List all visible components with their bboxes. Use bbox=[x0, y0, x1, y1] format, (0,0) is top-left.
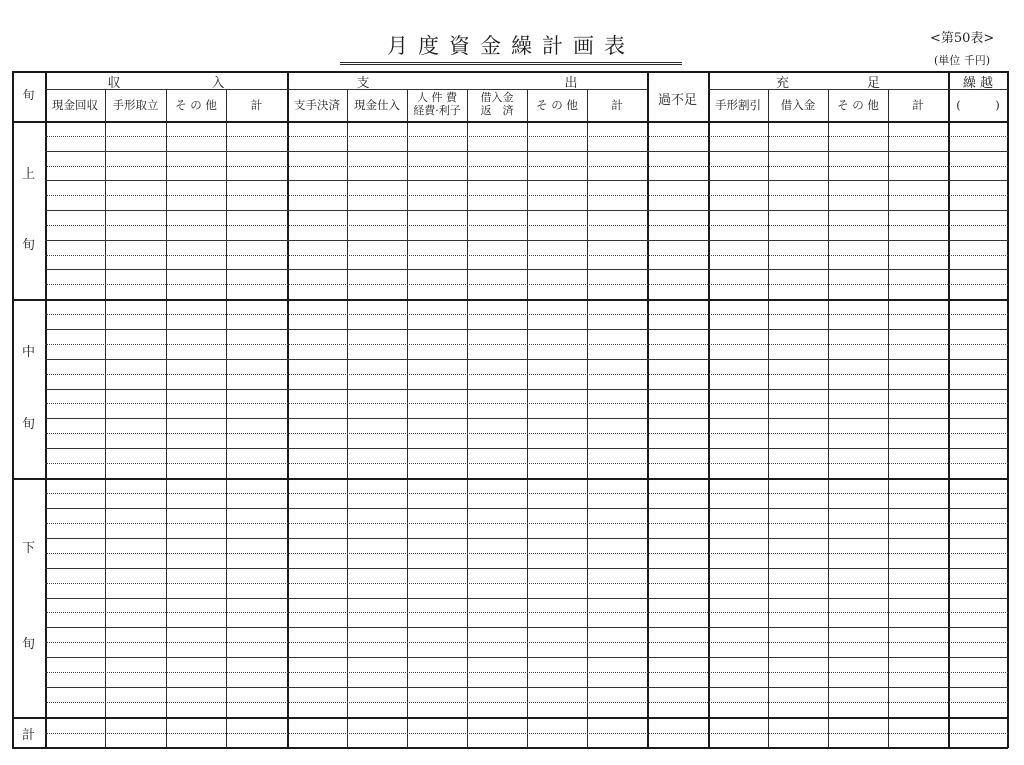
expense-col-header: 支手決済 bbox=[294, 98, 340, 112]
row-rule bbox=[45, 374, 1008, 375]
form-title: 月度資金繰計画表 bbox=[387, 34, 635, 58]
carry-col-header: ( ) bbox=[956, 98, 1000, 112]
row-rule bbox=[45, 329, 1008, 330]
financing-col-header: 手形割引 bbox=[715, 98, 761, 112]
expense-col-header: 返 済 bbox=[480, 104, 514, 117]
expense-col-header: 現金仕入 bbox=[354, 98, 400, 112]
row-rule bbox=[45, 508, 1008, 509]
section-rule bbox=[12, 717, 1008, 719]
row-rule bbox=[45, 448, 1008, 449]
row-rule bbox=[45, 733, 1008, 734]
balance-header: 過不足 bbox=[657, 93, 697, 108]
row-rule bbox=[45, 687, 1008, 688]
row-rule bbox=[45, 598, 1008, 599]
row-rule bbox=[45, 269, 1008, 270]
row-rule bbox=[45, 568, 1008, 569]
period-label: 旬 bbox=[21, 636, 35, 652]
row-rule bbox=[45, 657, 1008, 658]
form-number: <第50表> bbox=[930, 31, 995, 46]
row-rule bbox=[45, 151, 1008, 152]
financing-group-header: 充 足 bbox=[775, 76, 880, 91]
row-rule bbox=[45, 136, 1008, 137]
row-rule bbox=[45, 433, 1008, 434]
carry-header: 繰 越 bbox=[962, 76, 994, 91]
row-rule bbox=[45, 195, 1008, 196]
expense-col-header: 計 bbox=[611, 98, 623, 112]
row-rule bbox=[45, 240, 1008, 241]
income-col-header: 手形取立 bbox=[112, 98, 159, 112]
row-rule bbox=[45, 389, 1008, 390]
financing-col-header: そ の 他 bbox=[837, 98, 879, 112]
row-rule bbox=[45, 463, 1008, 464]
row-rule bbox=[45, 210, 1008, 211]
income-col-header: そ の 他 bbox=[175, 98, 217, 112]
table-border-bottom bbox=[12, 747, 1008, 749]
row-rule bbox=[45, 553, 1008, 554]
row-rule bbox=[45, 493, 1008, 494]
expense-col-header: 人 件 費 bbox=[417, 91, 457, 104]
section-rule bbox=[12, 299, 1008, 301]
period-label: 旬 bbox=[21, 416, 35, 432]
column-rule bbox=[708, 71, 710, 748]
row-rule bbox=[45, 672, 1008, 673]
expense-col-header: 経費·利子 bbox=[413, 104, 461, 117]
column-rule bbox=[287, 71, 289, 748]
row-rule bbox=[45, 255, 1008, 256]
header-bottom-rule bbox=[12, 121, 1008, 123]
row-rule bbox=[45, 612, 1008, 613]
period-header: 旬 bbox=[22, 88, 35, 102]
income-group-header: 収 入 bbox=[107, 76, 225, 91]
unit-label: (単位 千円) bbox=[934, 54, 991, 67]
row-rule bbox=[45, 403, 1008, 404]
row-rule bbox=[45, 523, 1008, 524]
income-col-header: 現金回収 bbox=[52, 98, 98, 112]
row-rule bbox=[45, 166, 1008, 167]
period-label: 上 bbox=[21, 166, 35, 182]
row-rule bbox=[45, 359, 1008, 360]
row-rule bbox=[45, 627, 1008, 628]
income-col-header: 計 bbox=[250, 98, 263, 112]
row-rule bbox=[45, 702, 1008, 703]
total-label: 計 bbox=[21, 728, 35, 743]
row-rule bbox=[45, 284, 1008, 285]
row-rule bbox=[45, 225, 1008, 226]
period-label: 旬 bbox=[21, 238, 35, 254]
row-rule bbox=[45, 344, 1008, 345]
row-rule bbox=[45, 418, 1008, 419]
row-rule bbox=[45, 314, 1008, 315]
expense-col-header: そ の 他 bbox=[536, 98, 578, 112]
period-label: 中 bbox=[21, 345, 35, 361]
row-rule bbox=[45, 180, 1008, 181]
period-label: 下 bbox=[21, 540, 35, 556]
expense-group-header: 支 出 bbox=[356, 76, 578, 91]
column-rule bbox=[948, 71, 950, 748]
section-rule bbox=[12, 478, 1008, 480]
expense-col-header: 借入金 bbox=[480, 91, 514, 104]
row-rule bbox=[45, 538, 1008, 539]
financing-col-header: 計 bbox=[912, 98, 924, 112]
financing-col-header: 借入金 bbox=[780, 98, 816, 112]
column-rule bbox=[647, 71, 649, 748]
table-border-right bbox=[1007, 71, 1009, 748]
row-rule bbox=[45, 642, 1008, 643]
column-rule bbox=[45, 71, 47, 748]
row-rule bbox=[45, 583, 1008, 584]
